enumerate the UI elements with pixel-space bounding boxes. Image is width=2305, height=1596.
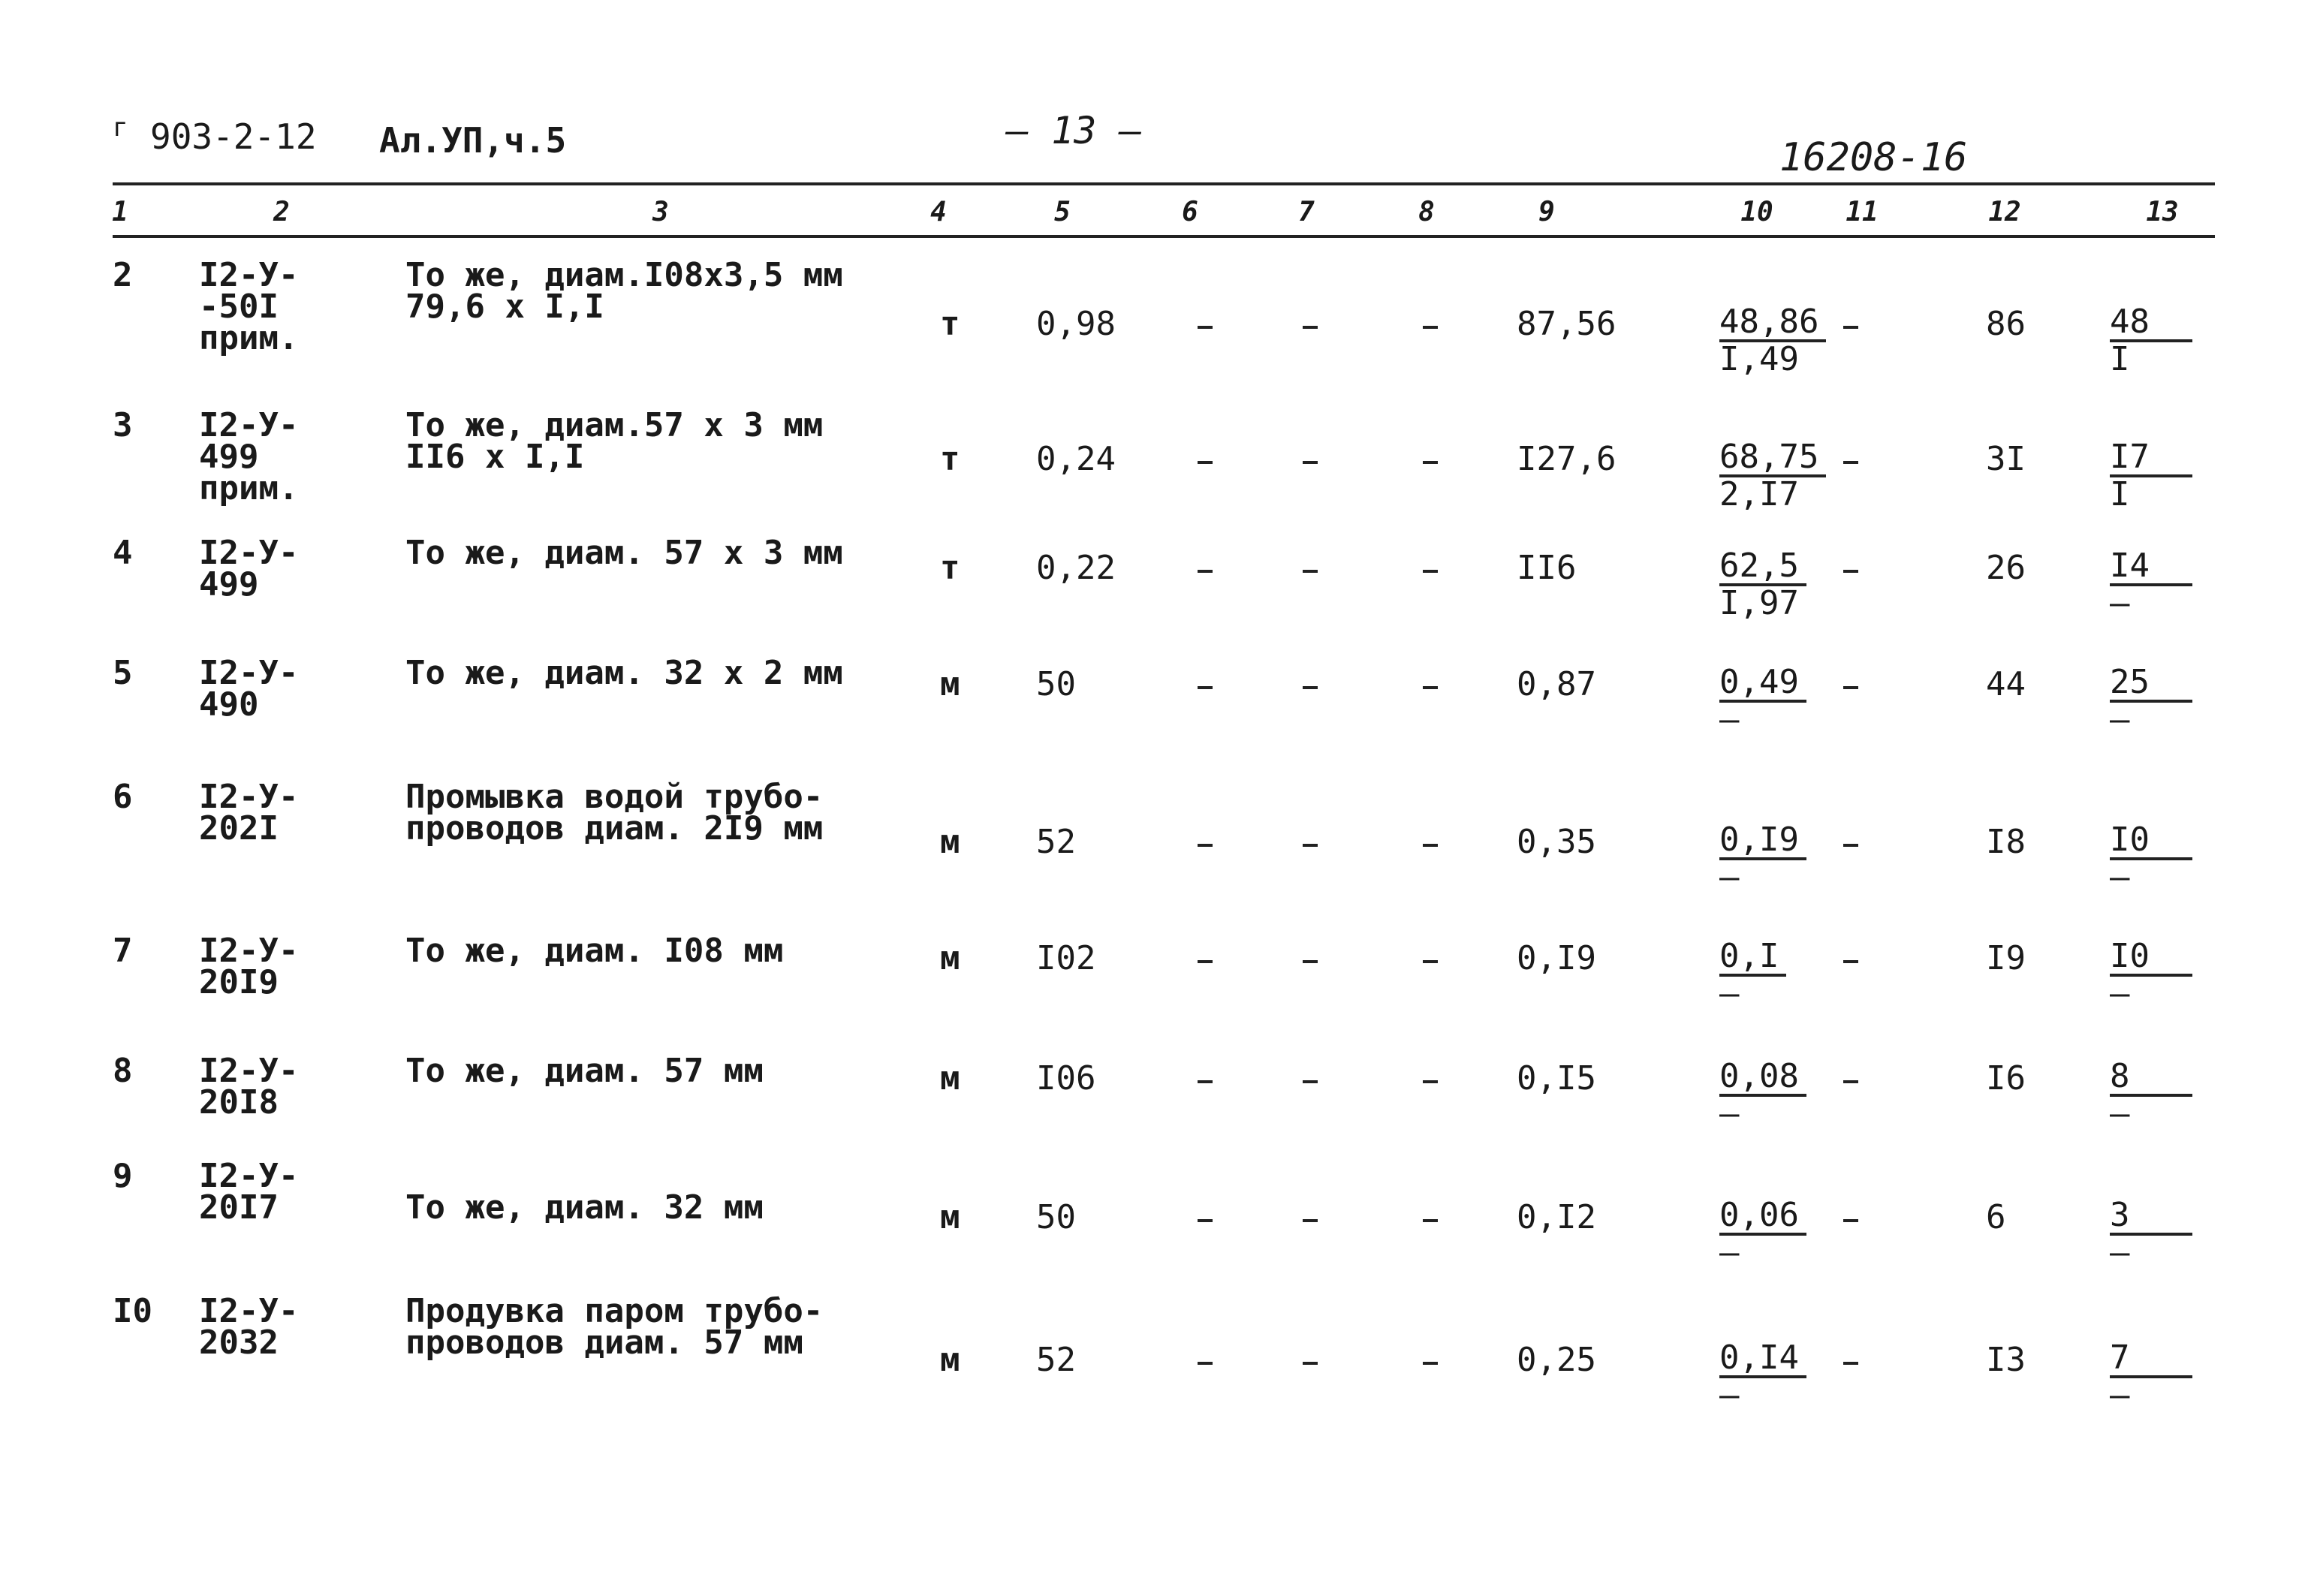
- col11-dash: [1843, 686, 1858, 689]
- col13-fraction: [2110, 549, 2192, 621]
- work-description-line: 79,6 x I,I: [405, 288, 604, 326]
- document-code: 903-2-12: [150, 116, 317, 157]
- col12-value: I8: [1986, 823, 2026, 861]
- col11-dash: [1843, 1219, 1858, 1222]
- col13-numerator: 8: [2110, 1059, 2192, 1097]
- work-description-line: То же, диам.I08x3,5 мм: [405, 256, 843, 294]
- row-number: 3: [113, 406, 133, 444]
- col10-denominator: I,49: [1719, 340, 1799, 378]
- norm-code-line: I2-У-: [199, 778, 299, 816]
- col11-dash: [1843, 461, 1858, 464]
- empty-cell-dash-6: [1198, 1219, 1213, 1222]
- column-number-1: 1: [112, 197, 128, 227]
- col13-numerator: I0: [2110, 823, 2192, 860]
- work-description-line: То же, диам. 57 x 3 мм: [405, 534, 843, 572]
- row-number: 6: [113, 778, 133, 816]
- quantity: 52: [1036, 823, 1076, 861]
- norm-code-line: 202I: [199, 809, 279, 848]
- col12-value: 6: [1986, 1198, 2006, 1236]
- col13-denominator: –: [2110, 584, 2130, 622]
- col10-numerator: 0,06: [1719, 1198, 1806, 1236]
- empty-cell-dash-7: [1303, 686, 1318, 689]
- col10-denominator: –: [1719, 1095, 1740, 1133]
- empty-cell-dash-6: [1198, 686, 1213, 689]
- col11-dash: [1843, 960, 1858, 963]
- col10-fraction: [1719, 665, 1806, 737]
- empty-cell-dash-7: [1303, 570, 1318, 573]
- unit: м: [940, 1059, 960, 1098]
- col11-dash: [1843, 326, 1858, 329]
- empty-cell-dash-7: [1303, 960, 1318, 963]
- col13-denominator: –: [2110, 700, 2130, 739]
- unit: м: [940, 1341, 960, 1379]
- quantity: I06: [1036, 1059, 1096, 1098]
- col10-denominator: –: [1719, 858, 1740, 896]
- column-number-11: 11: [1846, 197, 1879, 227]
- work-description-line: То же, диам. 57 мм: [405, 1052, 764, 1090]
- column-number-13: 13: [2146, 197, 2179, 227]
- unit: м: [940, 823, 960, 861]
- column-number-2: 2: [273, 197, 290, 227]
- empty-cell-dash-8: [1423, 1080, 1438, 1083]
- norm-code-line: I2-У-: [199, 1157, 299, 1195]
- col9-value: 0,87: [1517, 665, 1596, 703]
- col10-numerator: 0,I: [1719, 939, 1786, 977]
- col13-numerator: 25: [2110, 665, 2192, 703]
- work-description-line: проводов диам. 57 мм: [405, 1323, 803, 1362]
- unit: м: [940, 939, 960, 977]
- col10-denominator: –: [1719, 700, 1740, 739]
- norm-code-line: 499: [199, 565, 259, 604]
- quantity: 50: [1036, 1198, 1076, 1236]
- norm-code-line: I2-У-: [199, 534, 299, 572]
- row-number: 8: [113, 1052, 133, 1090]
- quantity: 50: [1036, 665, 1076, 703]
- norm-code-line: 20I7: [199, 1188, 279, 1227]
- col13-fraction: [2110, 1059, 2192, 1131]
- quantity: 0,98: [1036, 305, 1116, 343]
- col10-fraction: [1719, 939, 1786, 1011]
- row-number: 9: [113, 1157, 133, 1195]
- empty-cell-dash-6: [1198, 461, 1213, 464]
- empty-cell-dash-6: [1198, 960, 1213, 963]
- unit: т: [940, 440, 960, 478]
- col12-value: 3I: [1986, 440, 2026, 478]
- col13-fraction: [2110, 1341, 2192, 1413]
- norm-code-line: I2-У-: [199, 1292, 299, 1330]
- norm-code-line: I2-У-: [199, 406, 299, 444]
- unit: т: [940, 549, 960, 587]
- column-number-12: 12: [1988, 197, 2021, 227]
- norm-code-line: прим.: [199, 319, 299, 357]
- col13-fraction: [2110, 939, 2192, 1011]
- col13-denominator: –: [2110, 858, 2130, 896]
- quantity: 52: [1036, 1341, 1076, 1379]
- document-number: 16208-16: [1779, 135, 1968, 180]
- unit: м: [940, 665, 960, 703]
- col12-value: I3: [1986, 1341, 2026, 1379]
- work-description-line: II6 x I,I: [405, 438, 585, 476]
- col10-fraction: [1719, 823, 1806, 895]
- norm-code-line: прим.: [199, 469, 299, 507]
- col10-fraction: [1719, 440, 1826, 512]
- col11-dash: [1843, 1080, 1858, 1083]
- col10-denominator: 2,I7: [1719, 475, 1799, 513]
- unit: м: [940, 1198, 960, 1236]
- col10-fraction: [1719, 549, 1806, 621]
- row-number: 4: [113, 534, 133, 572]
- col13-numerator: 48: [2110, 305, 2192, 342]
- column-number-5: 5: [1054, 197, 1071, 227]
- quantity: 0,24: [1036, 440, 1116, 478]
- column-number-10: 10: [1740, 197, 1773, 227]
- col13-fraction: [2110, 823, 2192, 895]
- col13-numerator: I4: [2110, 549, 2192, 586]
- corner-mark: г: [113, 113, 128, 143]
- empty-cell-dash-7: [1303, 1219, 1318, 1222]
- col13-fraction: [2110, 1198, 2192, 1270]
- col13-numerator: 3: [2110, 1198, 2192, 1236]
- col10-denominator: –: [1719, 1376, 1740, 1414]
- col9-value: 0,I2: [1517, 1198, 1596, 1236]
- row-number: 2: [113, 256, 133, 294]
- empty-cell-dash-8: [1423, 960, 1438, 963]
- row-number: 7: [113, 932, 133, 970]
- header-rule-top: [113, 182, 2215, 185]
- col13-fraction: [2110, 440, 2192, 512]
- empty-cell-dash-8: [1423, 326, 1438, 329]
- col10-fraction: [1719, 305, 1826, 377]
- empty-cell-dash-6: [1198, 1080, 1213, 1083]
- norm-code-line: I2-У-: [199, 932, 299, 970]
- col13-denominator: –: [2110, 1095, 2130, 1133]
- empty-cell-dash-7: [1303, 1362, 1318, 1365]
- col10-fraction: [1719, 1059, 1806, 1131]
- work-description-line: То же, диам. 32 x 2 мм: [405, 654, 843, 692]
- col10-fraction: [1719, 1341, 1806, 1413]
- norm-code-line: 499: [199, 438, 259, 476]
- empty-cell-dash-7: [1303, 844, 1318, 847]
- norm-code-line: I2-У-: [199, 256, 299, 294]
- col10-denominator: –: [1719, 974, 1740, 1013]
- col12-value: 86: [1986, 305, 2026, 343]
- column-number-4: 4: [930, 197, 947, 227]
- col10-numerator: 68,75: [1719, 440, 1826, 477]
- empty-cell-dash-7: [1303, 326, 1318, 329]
- col13-numerator: I7: [2110, 440, 2192, 477]
- col11-dash: [1843, 570, 1858, 573]
- empty-cell-dash-7: [1303, 1080, 1318, 1083]
- work-description-line: То же, диам. 32 мм: [405, 1188, 764, 1227]
- header-rule-bottom: [113, 235, 2215, 238]
- empty-cell-dash-8: [1423, 570, 1438, 573]
- col10-denominator: –: [1719, 1233, 1740, 1272]
- col11-dash: [1843, 1362, 1858, 1365]
- col13-denominator: I: [2110, 340, 2130, 378]
- quantity: I02: [1036, 939, 1096, 977]
- empty-cell-dash-6: [1198, 570, 1213, 573]
- norm-code-line: 20I8: [199, 1083, 279, 1122]
- col13-fraction: [2110, 665, 2192, 737]
- col10-numerator: 62,5: [1719, 549, 1806, 586]
- norm-code-line: 2032: [199, 1323, 279, 1362]
- empty-cell-dash-6: [1198, 844, 1213, 847]
- work-description-line: Промывка водой трубо-: [405, 778, 824, 816]
- col9-value: 0,I5: [1517, 1059, 1596, 1098]
- empty-cell-dash-8: [1423, 844, 1438, 847]
- norm-code-line: -50I: [199, 288, 279, 326]
- col10-numerator: 0,08: [1719, 1059, 1806, 1097]
- column-number-7: 7: [1298, 197, 1315, 227]
- col13-denominator: I: [2110, 475, 2130, 513]
- column-number-8: 8: [1418, 197, 1435, 227]
- empty-cell-dash-8: [1423, 461, 1438, 464]
- col12-value: 26: [1986, 549, 2026, 587]
- empty-cell-dash-8: [1423, 1219, 1438, 1222]
- column-number-9: 9: [1538, 197, 1555, 227]
- empty-cell-dash-7: [1303, 461, 1318, 464]
- row-number: 5: [113, 654, 133, 692]
- col9-value: 0,I9: [1517, 939, 1596, 977]
- quantity: 0,22: [1036, 549, 1116, 587]
- norm-code-line: I2-У-: [199, 654, 299, 692]
- col13-denominator: –: [2110, 974, 2130, 1013]
- col12-value: I9: [1986, 939, 2026, 977]
- col12-value: 44: [1986, 665, 2026, 703]
- empty-cell-dash-6: [1198, 1362, 1213, 1365]
- work-description-line: Продувка паром трубо-: [405, 1292, 824, 1330]
- col12-value: I6: [1986, 1059, 2026, 1098]
- col10-fraction: [1719, 1198, 1806, 1270]
- col13-numerator: I0: [2110, 939, 2192, 977]
- col10-numerator: 0,49: [1719, 665, 1806, 703]
- row-number: I0: [113, 1292, 152, 1330]
- work-description-line: То же, диам. I08 мм: [405, 932, 784, 970]
- col10-numerator: 0,I9: [1719, 823, 1806, 860]
- unit: т: [940, 305, 960, 343]
- column-number-6: 6: [1182, 197, 1198, 227]
- col13-numerator: 7: [2110, 1341, 2192, 1378]
- empty-cell-dash-8: [1423, 1362, 1438, 1365]
- work-description-line: проводов диам. 2I9 мм: [405, 809, 824, 848]
- page-number: — 13 —: [1006, 109, 1142, 152]
- col10-denominator: I,97: [1719, 584, 1799, 622]
- col13-denominator: –: [2110, 1233, 2130, 1272]
- col11-dash: [1843, 844, 1858, 847]
- col13-denominator: –: [2110, 1376, 2130, 1414]
- album-reference: Ал.УП,ч.5: [379, 120, 567, 161]
- col10-numerator: 48,86: [1719, 305, 1826, 342]
- col9-value: II6: [1517, 549, 1577, 587]
- empty-cell-dash-6: [1198, 326, 1213, 329]
- col9-value: I27,6: [1517, 440, 1617, 478]
- col9-value: 87,56: [1517, 305, 1617, 343]
- empty-cell-dash-8: [1423, 686, 1438, 689]
- col9-value: 0,25: [1517, 1341, 1596, 1379]
- norm-code-line: 490: [199, 685, 259, 724]
- norm-code-line: I2-У-: [199, 1052, 299, 1090]
- work-description-line: То же, диам.57 x 3 мм: [405, 406, 824, 444]
- col10-numerator: 0,I4: [1719, 1341, 1806, 1378]
- norm-code-line: 20I9: [199, 963, 279, 1001]
- col13-fraction: [2110, 305, 2192, 377]
- column-number-3: 3: [652, 197, 669, 227]
- col9-value: 0,35: [1517, 823, 1596, 861]
